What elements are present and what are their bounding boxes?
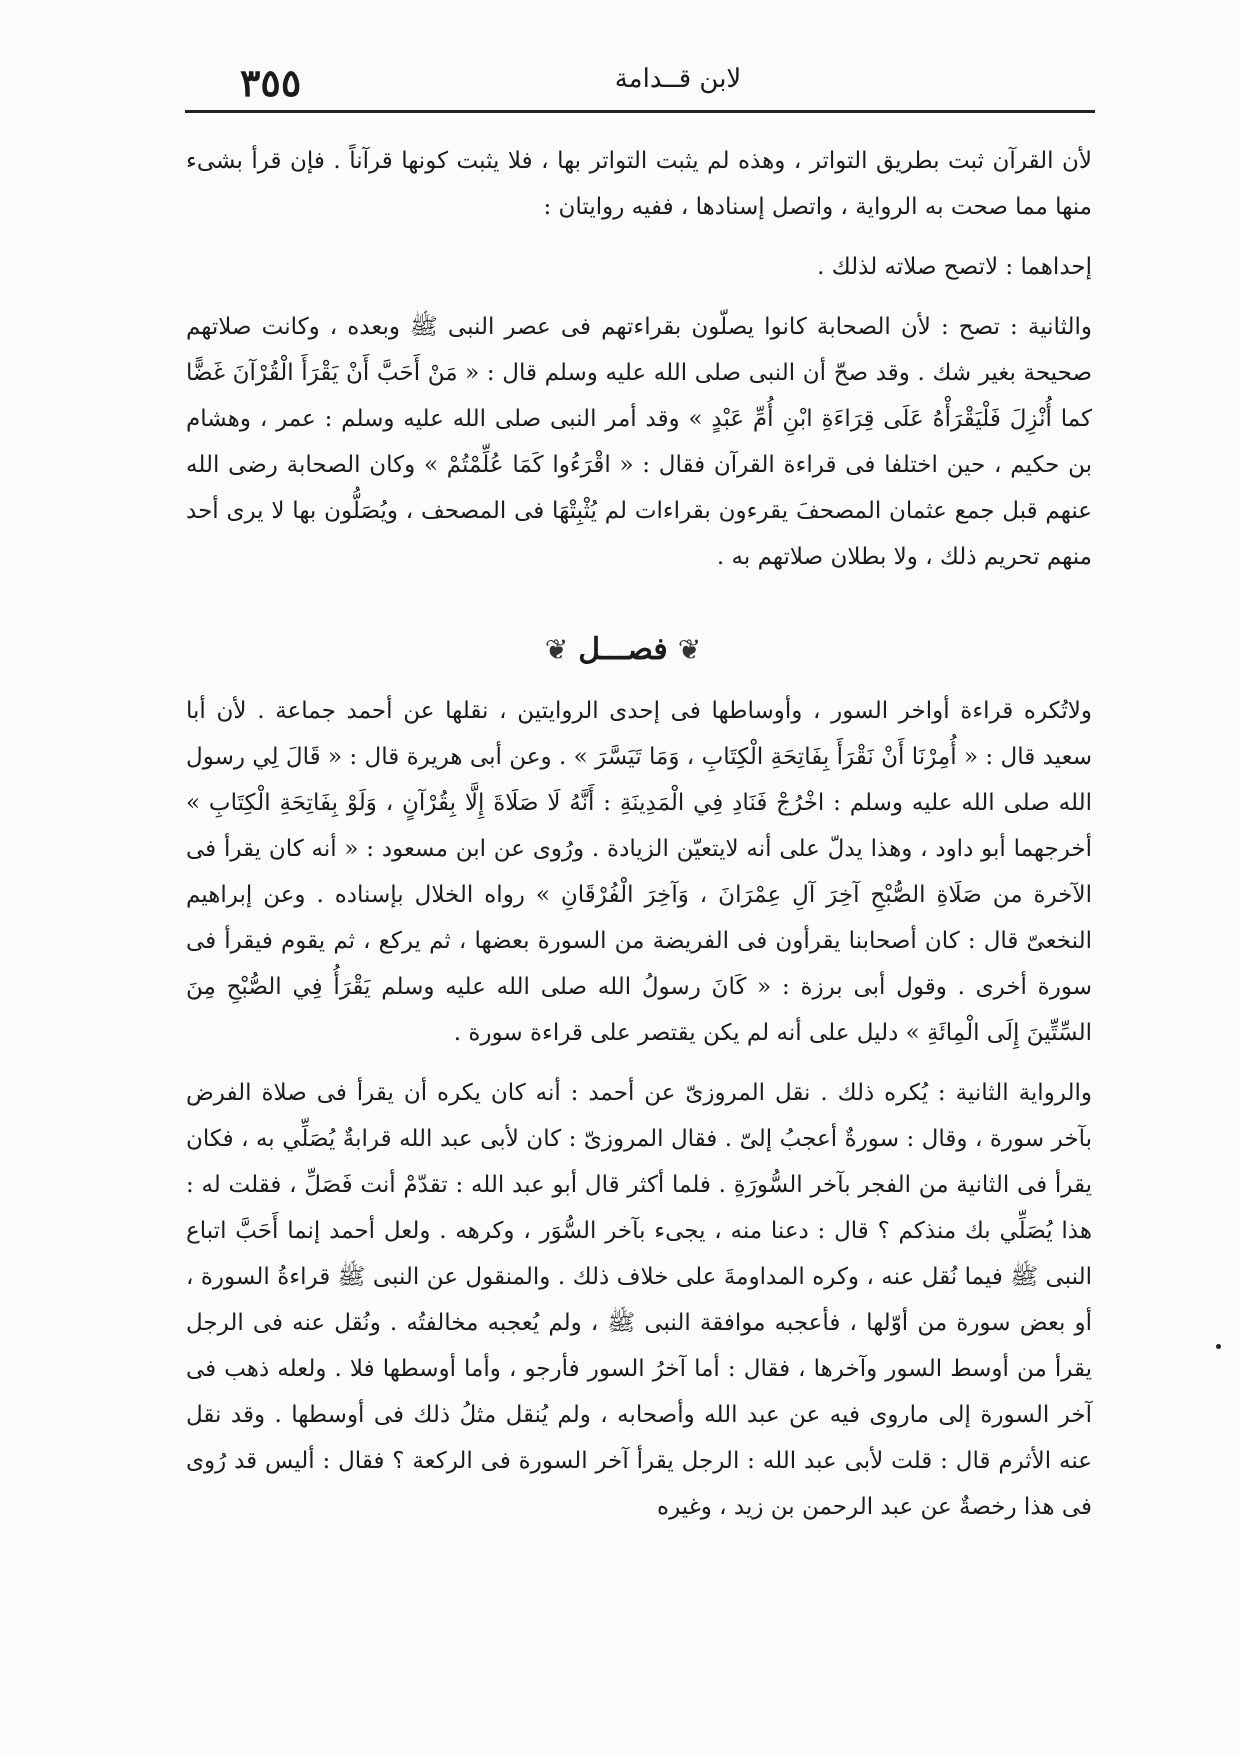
section-title: فصـــل xyxy=(578,631,668,667)
paragraph-3: والثانية : تصح : لأن الصحابة كانوا يصلّون بقراءتهم فى عصر النبى ﷺ وبعده ، وكانت صلاتهم صحيحة بغير شك . وقد صحّ أن النبى صلى الله عليه وسلم قال : « مَنْ أَحَبَّ أَنْ يَقْرَأَ الْقُرْآنَ غَضًّا كما أُنْزِلَ فَلْيَقْرَأْهُ عَلَى قِرَاءَةِ ابْنِ أُمِّ عَبْدٍ » وقد أمر النبى صلى الله عليه وسلم : عمر ، وهشام بن حكيم ، حين اختلفا فى قراءة القرآن فقال : « اقْرَءُوا كَمَا عُلِّمْتُمْ » وكان الصحابة رضى الله عنهم قبل جمع عثمان المصحفَ يقرءون بقراءات لم يُثْبِتْهَا فى المصحف ، ويُصَلُّون بها لا يرى أحد منهم تحريم ذلك ، ولا بطلان صلاتهم به . xyxy=(186,314,1092,570)
margin-dot xyxy=(1216,1344,1221,1349)
section-heading xyxy=(498,626,748,672)
paragraph-1: لأن القرآن ثبت بطريق التواتر ، وهذه لم يثبت التواتر بها ، فلا يثبت كونها قرآناً . فإن قرأ بشىء منها مما صحت به الرواية ، واتصل إسنادها ، ففيه روايتان : xyxy=(186,148,1092,220)
header-rule xyxy=(185,110,1095,113)
left-ornament-icon: ❦ xyxy=(544,632,569,666)
paragraph-2: إحداهما : لاتصح صلاته لذلك . xyxy=(817,254,1092,280)
section-paragraph-1: ولاتُكره قراءة أواخر السور ، وأوساطها فى إحدى الروايتين ، نقلها عن أحمد جماعة . لأن أبا سعيد قال : « أُمِرْنَا أَنْ نَقْرَأَ بِفَاتِحَةِ الْكِتَابِ ، وَمَا تَيَسَّرَ » . وعن أبى هريرة قال : « قَالَ لِي رسول الله صلى الله عليه وسلم : اخْرُجْ فَنَادِ فِي الْمَدِينَةِ : أَنَّهُ لَا صَلَاةَ إِلَّا بِقُرْآنٍ ، وَلَوْ بِفَاتِحَةِ الْكِتَابِ » أخرجهما أبو داود ، وهذا يدلّ على أنه لايتعيّن الزيادة . ورُوى عن ابن مسعود : « أنه كان يقرأ فى الآخرة من صَلَاةِ الصُّبْحِ آخِرَ آلِ عِمْرَانَ ، وَآخِرَ الْفُرْقَانِ » رواه الخلال بإسناده . وعن إبراهيم النخعىّ قال : كان أصحابنا يقرأون فى الفريضة من السورة بعضها ، ثم يركع ، ثم يقوم فيقرأ فى سورة أخرى . وقول أبى برزة : « كَانَ رسولُ الله صلى الله عليه وسلم يَقْرَأُ فِي الصُّبْحِ مِنَ السِّتِّينَ إِلَى الْمِائَةِ » دليل على أنه لم يكن يقتصر على قراءة سورة . xyxy=(186,698,1093,1046)
page-number: ٣٥٥ xyxy=(240,60,302,105)
running-title: لابن قــدامة xyxy=(614,64,742,94)
section-text-block xyxy=(186,688,1092,1530)
page-header xyxy=(178,52,1108,108)
top-text-block xyxy=(186,138,1092,580)
section-paragraph-2: والرواية الثانية : يُكره ذلك . نقل المروزىّ عن أحمد : أنه كان يكره أن يقرأ فى صلاة الفرض بآخر سورة ، وقال : سورةٌ أعجبُ إلىّ . فقال المروزىّ : كان لأبى عبد الله قرابةٌ يُصَلِّي به ، فكان يقرأ فى الثانية من الفجر بآخر السُّورَةِ . فلما أكثر قال أبو عبد الله : تقدّمْ أنت فَصَلِّ ، فقلت له : هذا يُصَلِّي بك منذكم ؟ قال : دعنا منه ، يجىء بآخر السُّوَر ، وكرهه . ولعل أحمد إنما أَحَبَّ اتباع النبى ﷺ فيما نُقل عنه ، وكره المداومةَ على خلاف ذلك . والمنقول عن النبى ﷺ قراءةُ السورة ، أو بعض سورة من أوّلها ، فأعجبه موافقة النبى ﷺ ، ولم يُعجبه مخالفتُه . ونُقل عنه فى الرجل يقرأ من أوسط السور وآخرها ، فقال : أما آخرُ السور فأرجو ، وأما أوسطها فلا . ولعله ذهب فى آخر السورة إلى ماروى فيه عن عبد الله وأصحابه ، ولم يُنقل مثلُ ذلك فى أوسطها . وقد نقل عنه الأثرم قال : قلت لأبى عبد الله : الرجل يقرأ آخر السورة فى الركعة ؟ فقال : أليس قد رُوى فى هذا رخصةٌ عن عبد الرحمن بن زيد ، وغيره xyxy=(186,1080,1093,1520)
right-ornament-icon: ❦ xyxy=(677,632,702,666)
